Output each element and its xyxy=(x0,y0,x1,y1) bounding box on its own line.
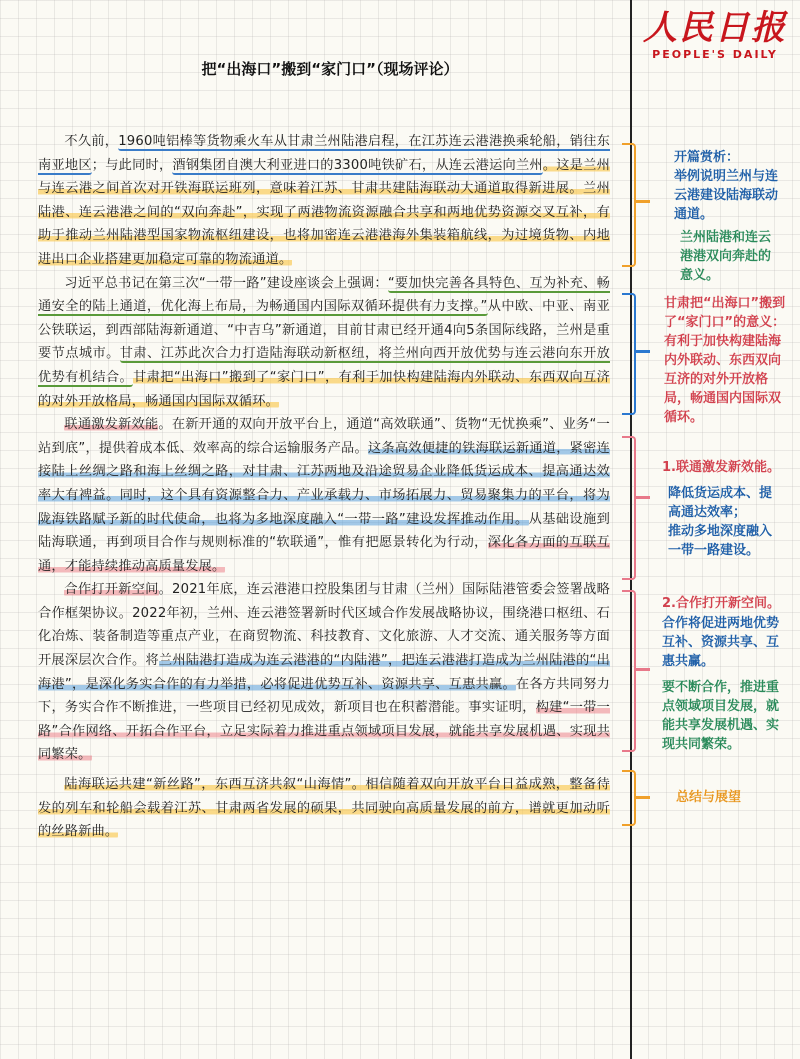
article-paragraph xyxy=(38,130,610,272)
note-line: 港港双向奔赴的 xyxy=(680,249,772,264)
article-paragraph xyxy=(38,578,610,767)
note-line: 现共同繁荣。 xyxy=(662,737,741,752)
article-paragraph xyxy=(38,272,610,414)
highlighted-text: 兰州陆港打造成为连云港港的“内陆港”，把连云港港打造成为兰州陆港的“出海港”，是深化务实合作的有力举措，必将促进优势互补、资源共享、互惠共赢。 xyxy=(38,653,610,692)
highlighted-text: 兰州陆港、连云港港之间的“双向奔赴”，实现了两港物流资源融合共享和两地优势资源交叉互补，有助于推动兰州陆港型国家物流枢纽建设，也将加密连云港港海外集装箱航线，为过境货物、内地进出口企业搭建更加稳定可靠的物流通道。 xyxy=(38,181,610,267)
highlighted-text: 甘肃把“出海口”搬到了“家门口”，有利于加快构建陆海内外联动、东西双向互济的对外开放格局，畅通国内国际双循环。 xyxy=(38,369,610,409)
text-segment: ；与此同时， xyxy=(91,157,173,173)
text-segment: 从中欧、中亚、南亚公铁联运，到西部陆海新通道、“中吉乌”新通道，目前甘肃已经开通4向5条国际线路，兰州是重要节点城市。 xyxy=(38,299,610,362)
note-line: 云港建设陆海联动 xyxy=(674,188,779,203)
highlighted-text: 深化各方面的互联互通，才能持续推动高质量发展。 xyxy=(38,535,610,574)
note-line: 2.合作打开新空间。 xyxy=(662,596,780,611)
highlighted-text: 酒钢集团自澳大利亚进口的3300吨铁矿石，从连云港运向兰州 xyxy=(172,157,543,173)
note-line: 推动多地深度融入 xyxy=(668,524,773,539)
bracket-tick-5 xyxy=(636,796,650,799)
article-title: 把“出海口”搬到“家门口”（现场评论） xyxy=(201,60,459,78)
highlighted-text: “要加快完善各具特色、互为补充、畅通安全的陆上通道，优化海上布局，为畅通国内国际双循环提供有力支撑。” xyxy=(38,275,610,315)
note-connectivity-detail xyxy=(668,484,798,560)
note-line: 了“家门口”的意义： xyxy=(664,315,786,330)
logo-english: PEOPLE'S DAILY xyxy=(652,48,778,61)
text-segment: 。在新开通的双向开放平台上，通道“高效联通”、货物“无忧换乘”、业务“一站到底”，提供着成本低、效率高的综合运输服务产品。 xyxy=(38,417,610,456)
peoples-daily-logo xyxy=(640,6,790,61)
note-connectivity xyxy=(662,458,798,477)
note-line: 举例说明兰州与连 xyxy=(674,169,779,184)
text-segment: 。2021年底，连云港港口控股集团与甘肃（兰州）国际陆港管委会签署战略合作框架协议。2022年初，兰州、连云港签署新时代区域合作发展战略协议，围绕港口枢纽、石化冶炼、装备制造等重点产业，在商贸物流、科技教育、文化旅游、人才交流、通关服务等方面开展深层次合作。将 xyxy=(38,582,611,669)
note-summary xyxy=(676,788,796,807)
bracket-tick-2 xyxy=(636,350,650,353)
note-mutual xyxy=(680,228,798,285)
note-line: 要不断合作，推进重 xyxy=(662,680,780,695)
article-paragraph xyxy=(38,413,610,578)
note-line: 局，畅通国内国际双 xyxy=(664,391,782,406)
note-line: 开篇赏析： xyxy=(674,150,740,165)
bracket-paragraph-3 xyxy=(622,436,636,580)
text-segment: 习近平总书记在第三次“一带一路”建设座谈会上强调： xyxy=(64,275,388,291)
note-cooperation xyxy=(662,594,798,613)
note-line: 一带一路建设。 xyxy=(668,543,760,558)
highlighted-text: 甘肃、江苏此次合力打造陆海联动新枢纽，将兰州向西开放优势与连云港向东开放优势有机结合。 xyxy=(38,346,610,385)
note-line: 高通达效率； xyxy=(668,505,747,520)
note-line: 兰州陆港和连云 xyxy=(680,230,772,245)
note-line: 总结与展望 xyxy=(676,790,742,805)
note-line: 有利于加快构建陆海 xyxy=(664,334,782,349)
bracket-paragraph-1 xyxy=(622,143,636,267)
note-significance xyxy=(664,294,798,427)
bracket-tick-1 xyxy=(636,200,650,203)
note-line: 点领域项目发展，就 xyxy=(662,699,780,714)
article-paragraph xyxy=(38,773,610,844)
note-line: 能共享发展机遇、实 xyxy=(662,718,780,733)
note-line: 循环。 xyxy=(664,410,704,425)
highlighted-text: 这条高效便捷的铁海联运新通道，紧密连接陆上丝绸之路和海上丝绸之路，对甘肃、江苏两地及沿途贸易企业降低货运成本、提高通达效率大有裨益。同时，这个具有资源整合力、产业承载力、市场拓展力、贸易聚集力的平台，将为陇海铁路赋予新的时代使命，也将为多地深度融入“一带一路”建设发挥推动作用。 xyxy=(38,440,610,527)
note-line: 互补、资源共享、互 xyxy=(662,635,780,650)
note-line: 互济的对外开放格 xyxy=(664,372,769,387)
highlighted-text: 。这是兰州与连云港之间首次对开铁海联运班列，意味着江苏、甘肃共建陆海联动大通道取得新进展。 xyxy=(38,157,611,197)
note-line: 1.联通激发新效能。 xyxy=(662,460,780,475)
highlighted-text: 联通激发新效能 xyxy=(64,417,159,433)
logo-chinese: 人民日报 xyxy=(643,8,787,48)
highlighted-text: 陆海联运共建“新丝路”，东西互济共叙“山海情”。相信随着双向开放平台日益成熟，整备待发的列车和轮船会载着江苏、甘肃两省发展的硕果，共同驶向高质量发展的前方，谱就更加动听的丝路新曲。 xyxy=(38,777,610,840)
highlighted-text: 合作打开新空间 xyxy=(64,582,159,598)
bracket-paragraph-5 xyxy=(622,770,636,826)
note-cooperation-detail xyxy=(662,614,798,671)
note-line: 意义。 xyxy=(680,268,720,283)
article-body xyxy=(38,130,610,844)
bracket-tick-4 xyxy=(636,668,650,671)
text-segment: 从基础设施到陆海联通，再到项目合作与规则标准的“软联通”，惟有把愿景转化为行动， xyxy=(38,511,610,551)
note-opening xyxy=(674,148,798,224)
note-line: 惠共赢。 xyxy=(662,654,715,669)
highlighted-text: 1960吨铝棒等货物乘火车从甘肃兰州陆港启程，在江苏连云港港换乘轮船，销往东南亚地区 xyxy=(38,134,610,173)
note-line: 内外联动、东西双向 xyxy=(664,353,782,368)
bracket-paragraph-4 xyxy=(622,590,636,752)
note-line: 通道。 xyxy=(674,207,714,222)
note-line: 合作将促进两地优势 xyxy=(662,616,780,631)
note-line: 甘肃把“出海口”搬到 xyxy=(664,296,786,311)
note-line: 降低货运成本、提 xyxy=(668,486,773,501)
bracket-tick-3 xyxy=(636,496,650,499)
text-segment: 在各方共同努力下，务实合作不断推进，一些项目已经初见成效，新项目也在积蓄潜能。事实证明， xyxy=(38,676,611,716)
note-cooperation-result xyxy=(662,678,798,754)
highlighted-text: 构建“一带一路”合作网络、开拓合作平台，立足实际着力推进重点领域项目发展，就能共享发展机遇、实现共同繁荣。 xyxy=(38,700,610,763)
bracket-paragraph-2 xyxy=(622,293,636,415)
text-segment: 不久前， xyxy=(64,134,119,149)
